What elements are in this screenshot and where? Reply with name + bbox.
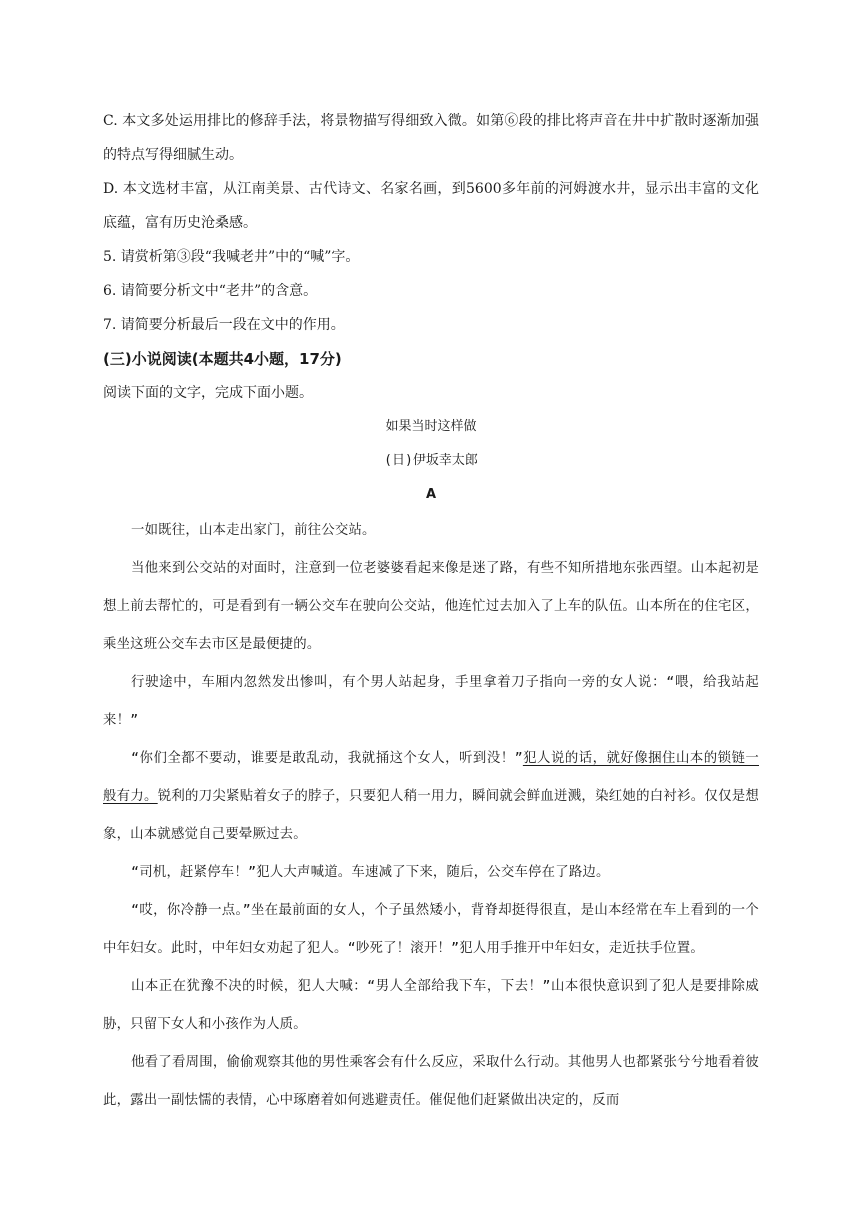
story-paragraph-6: “哎，你冷静一点。”坐在最前面的女人，个子虽然矮小，背脊却挺得很直，是山本经常在车上看到的一个中年妇女。此时，中年妇女劝起了犯人。“吵死了！滚开！”犯人用手推开中年妇女，走近扶手位置。	[103, 903, 759, 956]
story-title: 如果当时这样做	[385, 419, 477, 434]
question-7: 7. 请简要分析最后一段在文中的作用。	[103, 317, 345, 333]
document-page	[103, 104, 759, 1120]
story-paragraph-1: 一如既往，山本走出家门，前往公交站。	[131, 523, 376, 538]
story-paragraph-8: 他看了看周围，偷偷观察其他的男性乘客会有什么反应，采取什么行动。其他男人也都紧张兮兮地看着彼此，露出一副怯懦的表情，心中琢磨着如何逃避责任。催促他们赶紧做出决定的，反而	[103, 1055, 759, 1108]
story-author: (日)伊坂幸太郎	[384, 453, 478, 468]
story-paragraph-4-rest: 锐利的刀尖紧贴着女子的脖子，只要犯人稍一用力，瞬间就会鲜血迸溅，染红她的白衬衫。仅仅是想象，山本就感觉自己要晕厥过去。	[103, 789, 760, 842]
option-d: D. 本文选材丰富，从江南美景、古代诗文、名家名画，到5600多年前的河姆渡水井，显示出丰富的文化底蕴，富有历史沧桑感。	[103, 181, 759, 231]
story-paragraph-5: “司机，赶紧停车！”犯人大声喊道。车速减了下来，随后，公交车停在了路边。	[131, 865, 610, 880]
question-6: 6. 请简要分析文中“老井”的含意。	[103, 283, 318, 299]
story-body	[103, 512, 759, 1120]
story-paragraph-2: 当他来到公交站的对面时，注意到一位老婆婆看起来像是迷了路，有些不知所措地东张西望。山本起初是想上前去帮忙的，可是看到有一辆公交车在驶向公交站，他连忙过去加入了上车的队伍。山本所在的住宅区，乘坐这班公交车去市区是最便捷的。	[103, 561, 759, 652]
section-instruction: 阅读下面的文字，完成下面小题。	[103, 385, 313, 401]
section-title: (三)小说阅读(本题共4小题，17分)	[103, 350, 342, 368]
story-paragraph-3: 行驶途中，车厢内忽然发出惨叫，有个男人站起身，手里拿着刀子指向一旁的女人说：“喂，给我站起来！”	[103, 675, 759, 728]
question-5: 5. 请赏析第③段“我喊老井”中的“喊”字。	[103, 249, 360, 265]
story-paragraph-4	[103, 740, 759, 854]
story-part-label: A	[425, 487, 437, 502]
option-c: C. 本文多处运用排比的修辞手法，将景物描写得细致入微。如第⑥段的排比将声音在井中扩散时逐渐加强的特点写得细腻生动。	[103, 113, 759, 163]
story-paragraph-4-quote: “你们全都不要动，谁要是敢乱动，我就捅这个女人，听到没！”	[131, 751, 523, 766]
underlined-sentence: 犯人说的话，就好像捆住山本的锁链一般有力。	[103, 751, 759, 804]
story-paragraph-7: 山本正在犹豫不决的时候，犯人大喊：“男人全部给我下车，下去！”山本很快意识到了犯人是要排除威胁，只留下女人和小孩作为人质。	[103, 979, 759, 1032]
